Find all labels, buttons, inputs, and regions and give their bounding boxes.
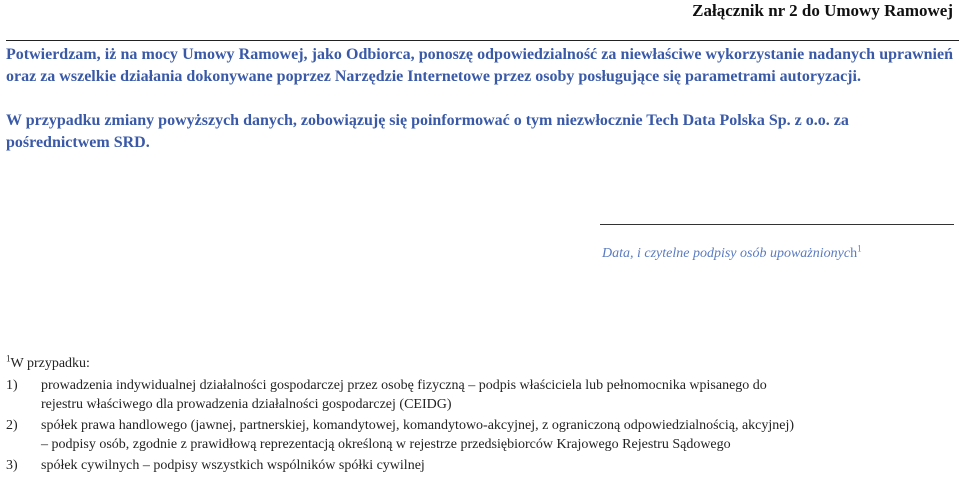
footnote-item-number: 3) <box>6 458 18 473</box>
footnote-item-text: spółek cywilnych – podpisy wszystkich wspólników spółki cywilnej <box>41 458 425 473</box>
footnote-intro-text: W przypadku: <box>10 356 90 371</box>
footnote-marker: 1 <box>6 353 11 364</box>
signature-caption-end: h <box>850 246 858 261</box>
footnote-reference: 1 <box>857 243 862 254</box>
footnote-item-text-cont: rejestru właściwego dla prowadzenia działalności gospodarczej (CEIDG) <box>41 397 452 412</box>
signature-caption <box>602 243 862 262</box>
footnote-item-number: 2) <box>6 418 18 433</box>
signature-line <box>600 224 954 225</box>
header-divider <box>6 40 959 41</box>
notification-paragraph: W przypadku zmiany powyższych danych, zobowiązuję się poinformować o tym niezwłocznie Tech Data Polska Sp. z o.o. za pośrednictwem SRD. <box>6 112 849 151</box>
footnote-item-text: spółek prawa handlowego (jawnej, partnerskiej, komandytowej, komandytowo-akcyjnej, z ograniczoną odpowiedzialnością, akcyjnej) <box>41 418 795 433</box>
footnote-item-text: prowadzenia indywidualnej działalności gospodarczej przez osobę fizyczną – podpis właściciela lub pełnomocnika wpisanego do <box>41 378 767 393</box>
footnote-item-number: 1) <box>6 378 18 393</box>
footnote-intro <box>6 353 90 372</box>
signature-caption-text: Data, i czytelne podpisy osób upoważnionyc <box>602 246 851 261</box>
footnote-item-text-cont: – podpisy osób, zgodnie z prawidłową reprezentacją określoną w rejestrze przedsiębiorców Krajowego Rejestru Sądowego <box>41 437 731 452</box>
footnote-list <box>6 376 954 477</box>
footnote-item <box>6 456 954 475</box>
confirmation-paragraph: Potwierdzam, iż na mocy Umowy Ramowej, jako Odbiorca, ponoszę odpowiedzialność za niewłaściwe wykorzystanie nadanych uprawnień oraz za wszelkie działania dokonywane poprzez Narzędzie Internetowe przez osoby posługujące się parametrami autoryzacji. <box>6 46 953 85</box>
attachment-title: Załącznik nr 2 do Umowy Ramowej <box>692 1 953 20</box>
footnote-item <box>6 376 954 414</box>
footnote-item <box>6 416 954 454</box>
